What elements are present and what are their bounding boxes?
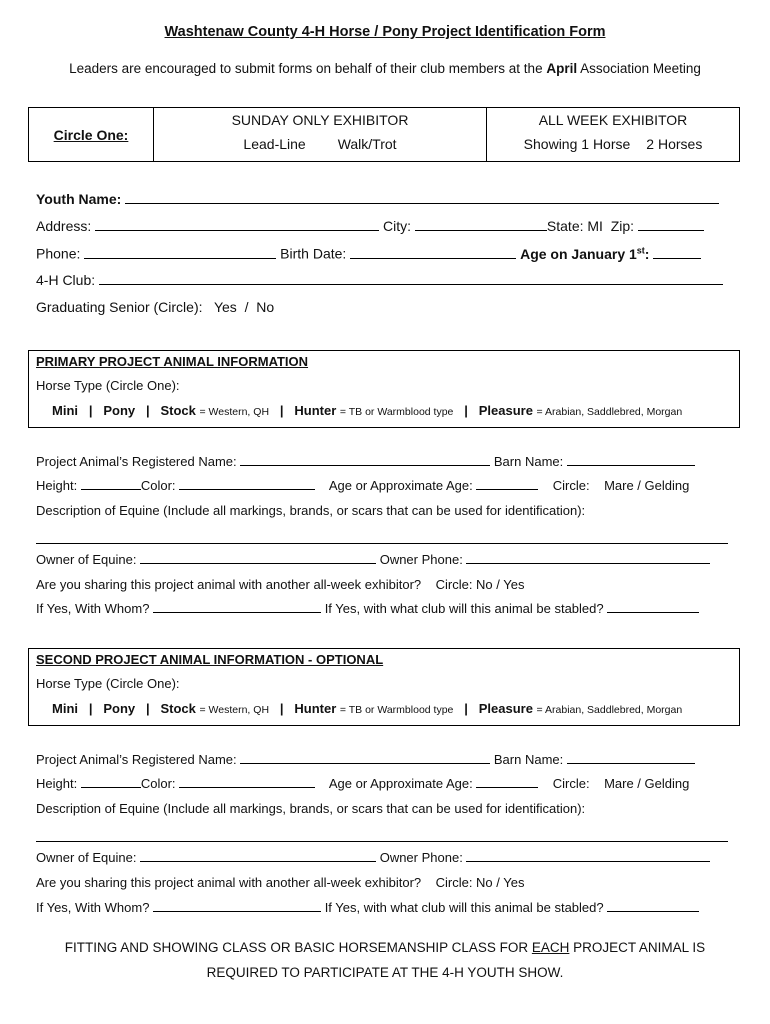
second-animal-box [28, 648, 740, 726]
club-field[interactable] [99, 284, 723, 285]
with-whom-field[interactable] [153, 911, 321, 912]
description-field-2[interactable] [36, 825, 728, 842]
mare-gelding-options[interactable]: Mare / Gelding [604, 776, 690, 791]
age-field[interactable] [653, 258, 701, 259]
description-field[interactable] [36, 527, 728, 544]
phone-row: Phone: Birth Date: Age on January 1st: [36, 245, 701, 262]
primary-animal-box [28, 350, 740, 428]
pony-option[interactable]: Pony [103, 701, 136, 716]
with-whom-row: If Yes, With Whom? If Yes, with what club will this animal be stabled? [36, 601, 699, 616]
color-field[interactable] [179, 489, 315, 490]
address-field[interactable] [95, 230, 379, 231]
all-week-cell [487, 108, 740, 162]
phone-field[interactable] [84, 258, 276, 259]
stabled-club-field[interactable] [607, 612, 699, 613]
senior-row: Graduating Senior (Circle): Yes / No [36, 299, 275, 315]
description-label: Description of Equine (Include all markings, brands, or scars that can be used for identification): [36, 503, 586, 518]
reg-name-field[interactable] [240, 763, 490, 764]
mini-option[interactable]: Mini [52, 701, 78, 716]
height-row-2: Height: Color: Age or Approximate Age: Circle: Mare / Gelding [36, 776, 690, 791]
exhibitor-type-table [28, 107, 740, 162]
senior-no-option[interactable]: No [256, 299, 275, 315]
second-animal-header: SECOND PROJECT ANIMAL INFORMATION - OPTIONAL [36, 652, 384, 667]
height-row: Height: Color: Age or Approximate Age: Circle: Mare / Gelding [36, 478, 690, 493]
lead-line-option[interactable]: Lead-Line [243, 136, 306, 152]
owner-phone-field[interactable] [466, 563, 710, 564]
horse-type-label: Horse Type (Circle One): [36, 378, 180, 393]
owner-field[interactable] [140, 563, 376, 564]
with-whom-field[interactable] [153, 612, 321, 613]
color-field[interactable] [179, 787, 315, 788]
description-label-2: Description of Equine (Include all markings, brands, or scars that can be used for identification): [36, 801, 586, 816]
reg-name-row: Project Animal’s Registered Name: Barn Name: [36, 454, 695, 469]
pleasure-option[interactable]: Pleasure [478, 403, 533, 418]
owner-row-2: Owner of Equine: Owner Phone: [36, 850, 710, 865]
walk-trot-option[interactable]: Walk/Trot [337, 136, 397, 152]
owner-field[interactable] [140, 861, 376, 862]
owner-phone-field[interactable] [466, 861, 710, 862]
pony-option[interactable]: Pony [103, 403, 136, 418]
reg-name-field[interactable] [240, 465, 490, 466]
owner-row: Owner of Equine: Owner Phone: [36, 552, 710, 567]
birth-date-field[interactable] [350, 258, 516, 259]
pleasure-option[interactable]: Pleasure [478, 701, 533, 716]
two-horses-option[interactable]: 2 Horses [646, 136, 703, 152]
youth-name-field[interactable] [125, 203, 719, 204]
height-field[interactable] [81, 787, 141, 788]
sharing-row: Are you sharing this project animal with another all-week exhibitor? Circle: No / Yes [36, 577, 525, 592]
hunter-option[interactable]: Hunter [294, 403, 337, 418]
youth-name-row: Youth Name: [36, 191, 719, 207]
all-week-header: ALL WEEK EXHIBITOR [538, 112, 688, 128]
sharing-options[interactable]: Circle: No / Yes [435, 577, 525, 592]
reg-name-row-2: Project Animal’s Registered Name: Barn Name: [36, 752, 695, 767]
sunday-only-header: SUNDAY ONLY EXHIBITOR [231, 112, 409, 128]
senior-yes-option[interactable]: Yes [213, 299, 237, 315]
stock-option[interactable]: Stock [160, 701, 196, 716]
hunter-option[interactable]: Hunter [294, 701, 337, 716]
address-row: Address: City: State: MI Zip: [36, 218, 704, 234]
animal-age-field[interactable] [476, 787, 538, 788]
with-whom-row-2: If Yes, With Whom? If Yes, with what club will this animal be stabled? [36, 900, 699, 915]
form-title: Washtenaw County 4-H Horse / Pony Project Identification Form [164, 24, 606, 40]
barn-name-field[interactable] [567, 763, 695, 764]
footer-line-1: FITTING AND SHOWING CLASS OR BASIC HORSEMANSHIP CLASS FOR EACH PROJECT ANIMAL IS [64, 940, 706, 955]
city-field[interactable] [415, 230, 547, 231]
circle-one-label: Circle One: [29, 108, 154, 162]
zip-field[interactable] [638, 230, 704, 231]
stabled-club-field[interactable] [607, 911, 699, 912]
mini-option[interactable]: Mini [52, 403, 78, 418]
animal-age-field[interactable] [476, 489, 538, 490]
stock-option[interactable]: Stock [160, 403, 196, 418]
horse-type-label-2: Horse Type (Circle One): [36, 676, 180, 691]
form-subtitle: Leaders are encouraged to submit forms on behalf of their club members at the April Association Meeting [69, 61, 701, 76]
sunday-only-cell [154, 108, 487, 162]
mare-gelding-options[interactable]: Mare / Gelding [604, 478, 690, 493]
horse-type-options: Mini | Pony | Stock = Western, QH | Hunter = TB or Warmblood type | Pleasure = Arabian, Saddlebred, Morgan [52, 403, 683, 418]
showing-one-horse-option[interactable]: Showing 1 Horse [523, 136, 631, 152]
sharing-options[interactable]: Circle: No / Yes [435, 875, 525, 890]
sharing-row-2: Are you sharing this project animal with another all-week exhibitor? Circle: No / Yes [36, 875, 525, 890]
club-row: 4-H Club: [36, 272, 723, 288]
barn-name-field[interactable] [567, 465, 695, 466]
primary-animal-header: PRIMARY PROJECT ANIMAL INFORMATION [36, 354, 309, 369]
horse-type-options-2: Mini | Pony | Stock = Western, QH | Hunter = TB or Warmblood type | Pleasure = Arabian, Saddlebred, Morgan [52, 701, 683, 716]
height-field[interactable] [81, 489, 141, 490]
footer-line-2: REQUIRED TO PARTICIPATE AT THE 4-H YOUTH SHOW. [206, 965, 564, 980]
